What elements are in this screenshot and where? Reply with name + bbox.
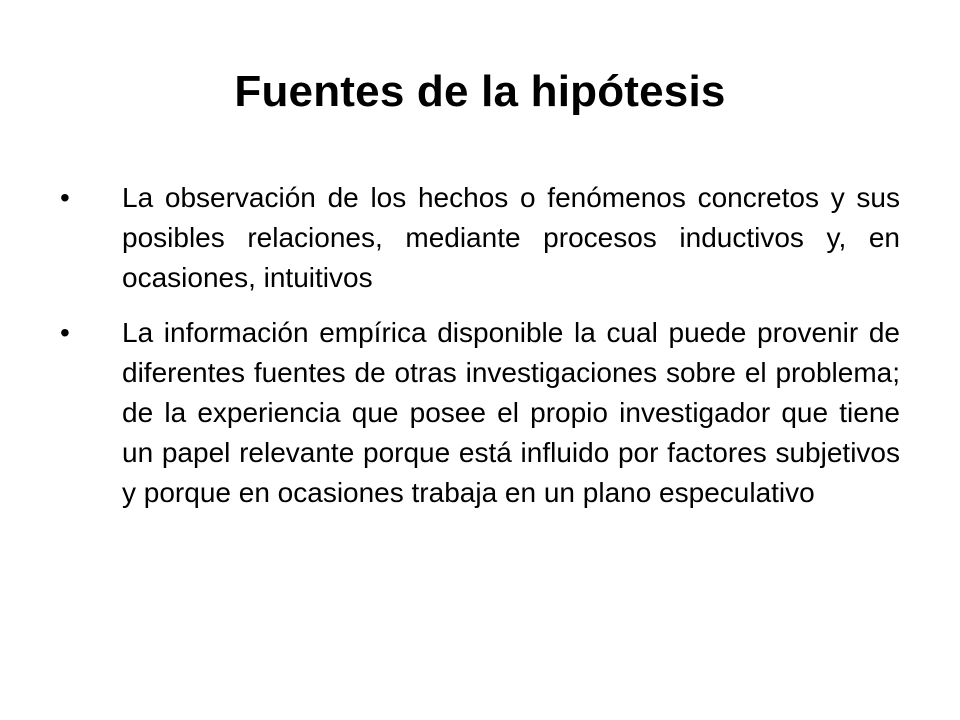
bullet-item-observacion xyxy=(60,178,900,298)
bullet-point-icon: • xyxy=(60,317,70,348)
bullet-point-icon: • xyxy=(60,182,70,213)
slide-title: Fuentes de la hipótesis xyxy=(234,67,726,116)
bullet-text: La información empírica disponible la cual puede provenir de diferentes fuentes de otras investigaciones sobre el problema; de la experiencia que posee el propio investigador que tiene un papel relevante porque está influido por factores subjetivos y porque en ocasiones trabaja en un plano especulativo xyxy=(122,317,900,508)
bullet-text: La observación de los hechos o fenómenos concretos y sus posibles relaciones, mediante procesos inductivos y, en ocasiones, intuitivos xyxy=(122,182,900,293)
bullet-list xyxy=(60,178,900,528)
bullet-item-informacion-empirica xyxy=(60,313,900,513)
